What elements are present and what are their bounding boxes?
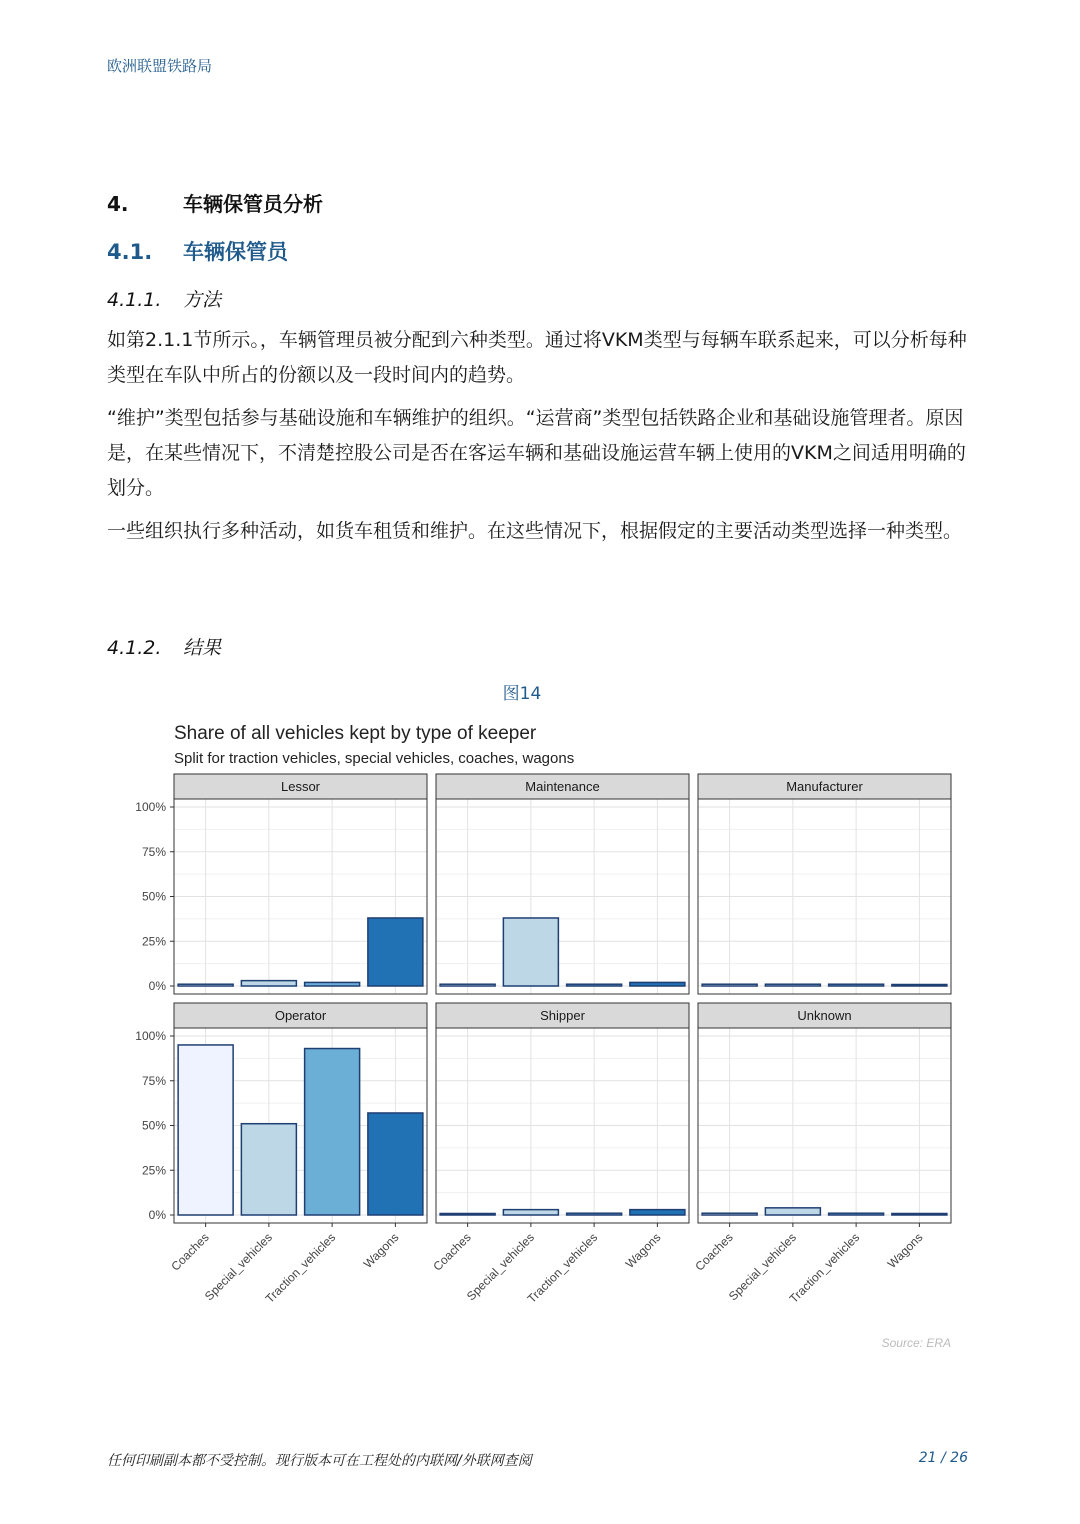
x-tick-label: Special_vehicles — [725, 1230, 799, 1304]
y-tick-label: 100% — [135, 1029, 166, 1043]
bar-unknown-special_vehicles — [765, 1208, 820, 1215]
x-tick-label: Coaches — [168, 1230, 212, 1274]
x-tick-label: Traction_vehicles — [524, 1230, 601, 1306]
bar-shipper-special_vehicles — [503, 1210, 558, 1215]
bar-shipper-wagons — [630, 1210, 685, 1215]
bar-manufacturer-coaches — [702, 984, 757, 986]
bar-unknown-traction_vehicles — [829, 1213, 884, 1215]
bar-operator-wagons — [368, 1113, 423, 1215]
paragraph-2: “维护”类型包括参与基础设施和车辆维护的组织。“运营商”类型包括铁路企业和基础设施管理者。原因是，在某些情况下，不清楚控股公司是否在客运车辆和基础设施运营车辆上使用的VKM之间适用明确的划分。 — [107, 407, 966, 499]
x-tick-label: Coaches — [692, 1230, 736, 1274]
section-title: 结果 — [183, 637, 222, 659]
chart-source: Source: ERA — [881, 1336, 951, 1350]
section-number: 4. — [107, 192, 129, 216]
section-number: 4.1.1. — [107, 289, 162, 311]
bar-lessor-wagons — [368, 918, 423, 986]
section-title: 方法 — [183, 289, 222, 311]
x-tick-label: Traction_vehicles — [262, 1230, 339, 1306]
facet-label: Manufacturer — [786, 779, 863, 794]
bar-shipper-coaches — [440, 1214, 495, 1216]
bar-manufacturer-special_vehicles — [765, 984, 820, 986]
facet-label: Shipper — [540, 1008, 585, 1023]
section-number: 4.1.2. — [107, 637, 162, 659]
bar-unknown-wagons — [892, 1214, 947, 1216]
facet-label: Lessor — [280, 779, 321, 794]
bar-shipper-traction_vehicles — [567, 1213, 622, 1215]
x-tick-label: Coaches — [430, 1230, 474, 1274]
section-title: 车辆保管员 — [183, 240, 288, 264]
y-tick-label: 75% — [141, 1073, 166, 1088]
x-tick-label: Wagons — [360, 1230, 402, 1271]
figure-caption: 图14 — [502, 684, 542, 704]
facet-label: Maintenance — [525, 779, 600, 794]
x-tick-label: Special_vehicles — [201, 1230, 275, 1304]
bar-manufacturer-traction_vehicles — [829, 984, 884, 986]
bar-operator-coaches — [178, 1045, 233, 1215]
y-tick-label: 0% — [148, 979, 166, 993]
section-number: 4.1. — [107, 240, 153, 264]
y-tick-label: 75% — [141, 844, 166, 859]
bar-operator-traction_vehicles — [305, 1049, 360, 1215]
bar-maintenance-special_vehicles — [503, 918, 558, 986]
y-tick-label: 100% — [135, 800, 166, 814]
bar-maintenance-wagons — [630, 982, 685, 986]
x-tick-label: Wagons — [884, 1230, 926, 1271]
paragraph-3: 一些组织执行多种活动，如货车租赁和维护。在这些情况下，根据假定的主要活动类型选择一种类型。 — [107, 520, 963, 542]
y-tick-label: 25% — [141, 1163, 166, 1178]
chart-subtitle: Split for traction vehicles, special vehicles, coaches, wagons — [174, 750, 575, 767]
x-tick-label: Wagons — [622, 1230, 664, 1271]
x-tick-label: Traction_vehicles — [786, 1230, 863, 1306]
header-org: 欧洲联盟铁路局 — [107, 57, 213, 75]
bar-maintenance-traction_vehicles — [567, 984, 622, 986]
bar-lessor-special_vehicles — [241, 981, 296, 986]
y-tick-label: 25% — [141, 934, 166, 949]
facet-label: Operator — [274, 1008, 327, 1023]
chart-title: Share of all vehicles kept by type of keeper — [174, 723, 537, 744]
section-title: 车辆保管员分析 — [183, 192, 323, 216]
page-number: 21 / 26 — [918, 1450, 968, 1466]
y-tick-label: 50% — [141, 889, 166, 904]
bar-manufacturer-wagons — [892, 985, 947, 987]
y-tick-label: 50% — [141, 1118, 166, 1133]
x-tick-label: Special_vehicles — [463, 1230, 537, 1304]
y-tick-label: 0% — [148, 1208, 166, 1222]
paragraph-1: 如第2.1.1节所示。，车辆管理员被分配到六种类型。通过将VKM类型与每辆车联系起来，可以分析每种类型在车队中所占的份额以及一段时间内的趋势。 — [107, 329, 967, 386]
facet-label: Unknown — [797, 1008, 852, 1023]
bar-unknown-coaches — [702, 1213, 757, 1215]
footer-note: 任何印刷副本都不受控制。现行版本可在工程处的内联网/外联网查阅 — [107, 1453, 532, 1469]
bar-lessor-coaches — [178, 984, 233, 986]
bar-maintenance-coaches — [440, 984, 495, 986]
bar-lessor-traction_vehicles — [305, 982, 360, 986]
bar-operator-special_vehicles — [241, 1124, 296, 1215]
